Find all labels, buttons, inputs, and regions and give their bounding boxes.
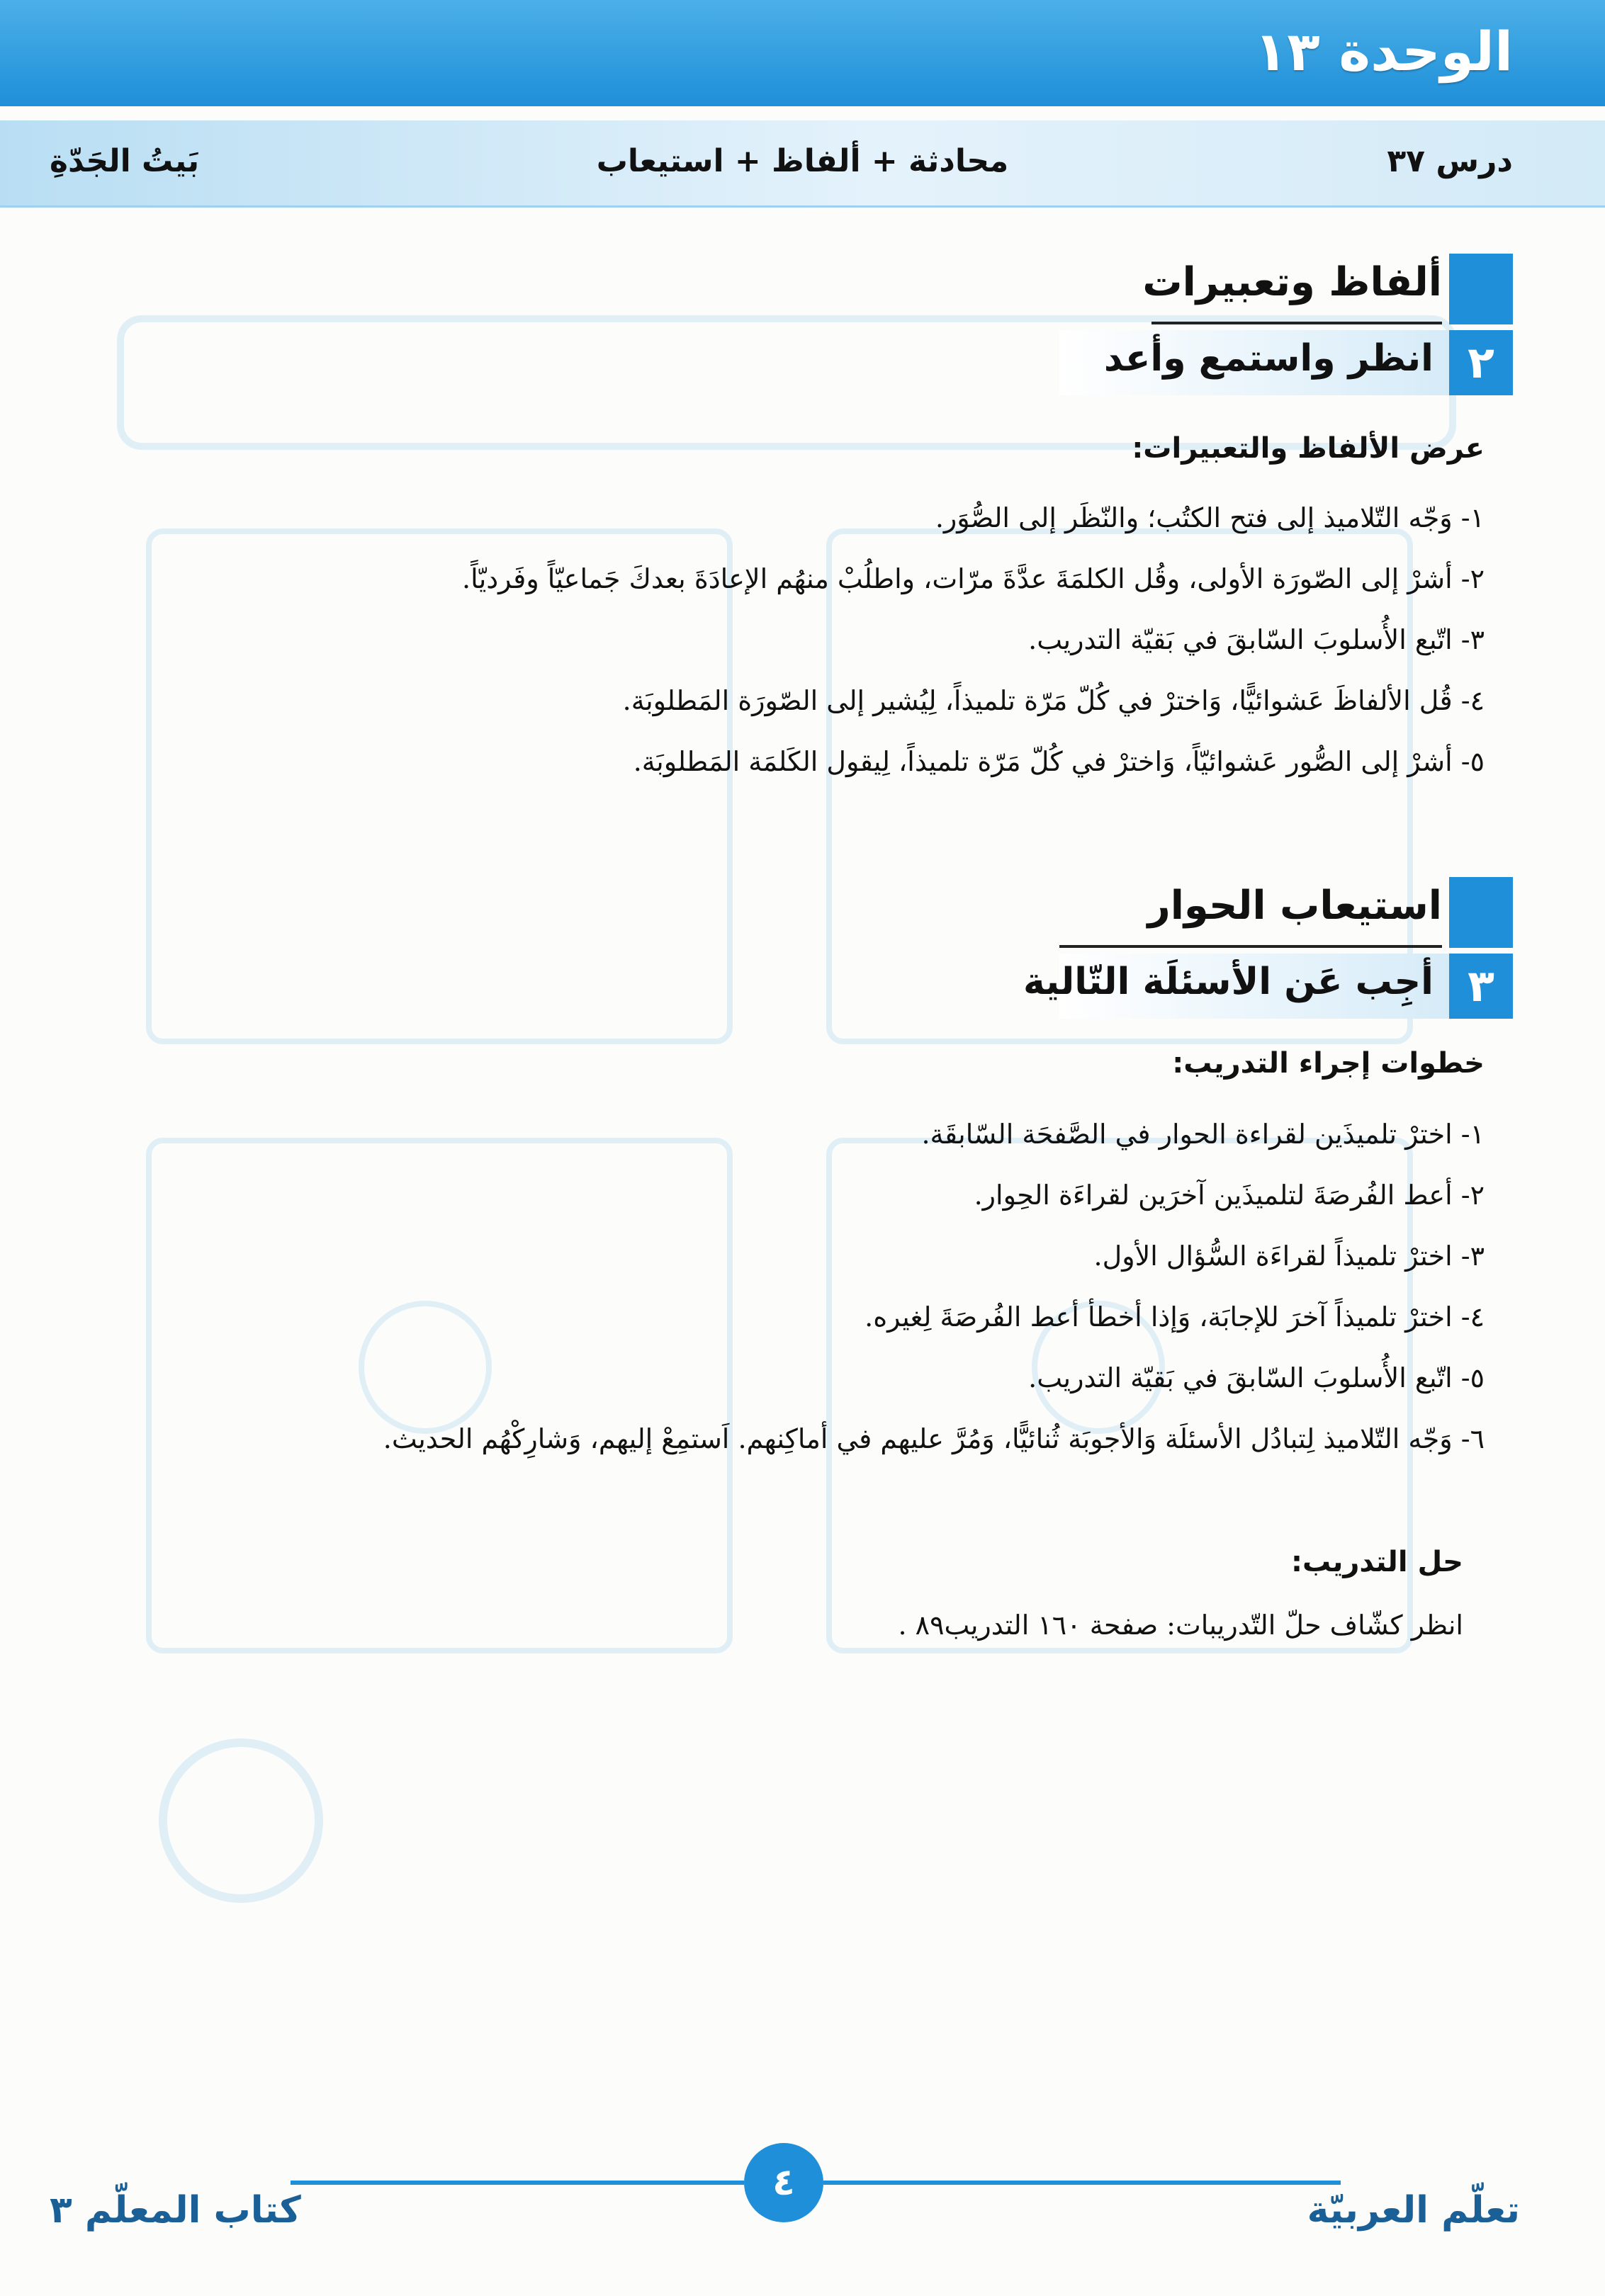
list-item: ١- اخترْ تلميذَين لقراءة الحوار في الصَّفحَة السّابقَة. — [921, 1119, 1485, 1150]
unit-title: الوحدة ١٣ — [1254, 20, 1513, 83]
section-title: استيعاب الحوار — [1147, 883, 1442, 929]
lesson-header-bar — [0, 120, 1605, 208]
list-item: ٢- أشرْ إلى الصّورَة الأولى، وقُل الكلمَةَ عدَّةَ مرّات، واطلُبْ منهُم الإعادَةَ بعدكَ جَماعيّاً وفَرديّاً. — [462, 563, 1485, 594]
list-item: ٤- قُل الألفاظَ عَشوائيًّا، وَاخترْ في كُلّ مَرّة تلميذاً، لِيُشير إلى الصّورَة المَطلوبَة. — [622, 685, 1485, 716]
list-item: ١- وَجّه التّلاميذ إلى فتح الكتُب؛ والنّظَر إلى الصُّوَر. — [935, 502, 1485, 533]
footer-line-left — [291, 2181, 744, 2185]
section-title-underline — [1059, 945, 1442, 948]
book-title-right: تعلّم العربيّة — [1307, 2189, 1520, 2232]
section-subtitle: أجِب عَن الأسئلَة التّالية — [1023, 961, 1434, 1003]
unit-header-bar — [0, 0, 1605, 106]
list-item: ٤- اخترْ تلميذاً آخرَ للإجابَة، وَإذا أخطأ أعط الفُرصَةَ لِغيره. — [865, 1301, 1485, 1333]
solution-heading: حل التدريب: — [1290, 1546, 1463, 1578]
section-vocabulary — [1059, 254, 1513, 395]
section-number: ٢ — [1449, 330, 1513, 395]
list-item: ٥- أشرْ إلى الصُّور عَشوائيّاً، وَاخترْ في كُلّ مَرّة تلميذاً، لِيقول الكَلمَة المَطلوبَة. — [633, 746, 1485, 777]
list-item: ٣- اتّبع الأُسلوبَ السّابقَ في بَقيّة التدريب. — [1028, 624, 1485, 655]
solution-text: انظر كشّاف حلّ التّدريبات: صفحة ١٦٠ التدريب٨٩ . — [898, 1610, 1463, 1641]
book-title-left: كتاب المعلّم ٣ — [50, 2189, 301, 2232]
list-item: ٦- وَجّه التّلاميذ لِتبادُل الأسئلَة وَالأجوبَة ثُنائيًّا، وَمُرَّ عليهم في أماكِنهم. اَستمِعْ إليهم، وَشارِكْهُم الحديث. — [383, 1423, 1485, 1454]
lesson-topic: محادثة + ألفاظ + استيعاب — [596, 143, 1009, 179]
lesson-number: درس ٣٧ — [1387, 143, 1513, 179]
section-title-marker — [1449, 877, 1513, 948]
list-item: ٥- اتّبع الأُسلوبَ السّابقَ في بَقيّة التدريب. — [1028, 1362, 1485, 1393]
vocabulary-steps — [462, 487, 1485, 792]
section-title-row — [1059, 254, 1513, 330]
list-item: ٢- أعط الفُرصَةَ لتلميذَين آخرَين لقراءَة الحِوار. — [974, 1180, 1485, 1211]
section-comprehension — [1023, 877, 1513, 1019]
section-subtitle-row — [1059, 330, 1513, 395]
lesson-name: بَيتُ الجَدّةِ — [50, 143, 200, 179]
footer-line-right — [823, 2181, 1341, 2185]
comprehension-steps — [383, 1104, 1485, 1469]
section-title: ألفاظ وتعبيرات — [1142, 259, 1442, 305]
section-title-marker — [1449, 254, 1513, 324]
list-item: ٣- اخترْ تلميذاً لقراءَة السُّؤال الأول. — [1093, 1240, 1485, 1272]
steps-heading: خطوات إجراء التدريب: — [1172, 1047, 1485, 1080]
section-subtitle: انظر واستمع وأعد — [1103, 337, 1434, 380]
page-number: ٤ — [744, 2143, 823, 2222]
section-subtitle-row — [1023, 954, 1513, 1019]
section-title-underline — [1151, 322, 1442, 324]
vocabulary-heading: عرض الألفاظ والتعبيرات: — [1132, 432, 1485, 465]
section-title-row — [1059, 877, 1513, 954]
section-number: ٣ — [1449, 954, 1513, 1019]
